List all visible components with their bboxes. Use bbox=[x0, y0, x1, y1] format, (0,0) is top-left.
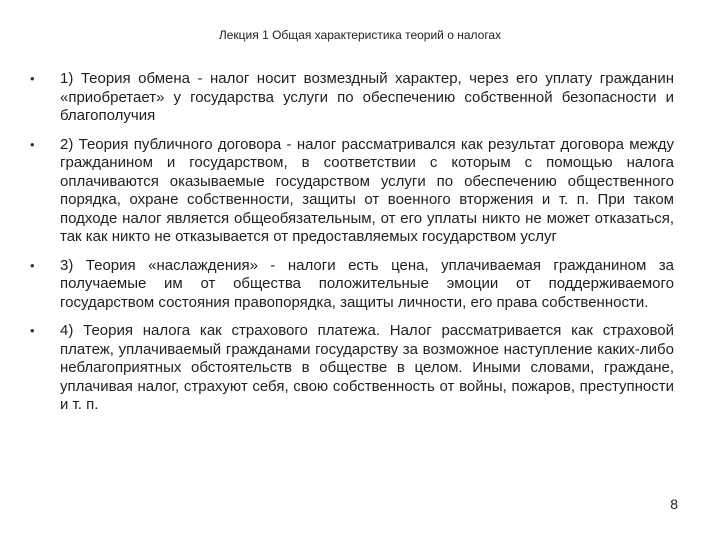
bullet-item-4 bbox=[30, 322, 674, 415]
bullet-text: 3) Теория «наслаждения» - налоги есть цена, уплачиваемая гражданином за получаемые им от общества положительные эмоции от поддерживаемого государством состояния правопорядка, защиты личности, его права собственности. bbox=[60, 256, 674, 311]
bullet-icon: • bbox=[30, 71, 35, 86]
bullet-icon: • bbox=[30, 323, 35, 338]
bullet-list bbox=[30, 70, 674, 425]
bullet-text: 1) Теория обмена - налог носит возмездный характер, через его уплату гражданин «приобретает» у государства услуги по обеспечению собственной безопасности и благополучия bbox=[60, 70, 674, 124]
bullet-icon: • bbox=[30, 257, 35, 273]
bullet-icon: • bbox=[30, 136, 35, 152]
bullet-item-2 bbox=[30, 136, 674, 247]
bullet-text: 4) Теория налога как страхового платежа. Налог рассматривается как страховой платеж, уплачиваемый гражданами государству за возможное наступление каких-либо неблагоприятных обстоятельств в обществе в целом. Иными словами, граждане, уплачивая налог, страхуют себя, свою собственность от войны, пожаров, преступности и т. п. bbox=[60, 322, 674, 413]
bullet-item-1 bbox=[30, 70, 674, 126]
page-number: 8 bbox=[670, 496, 678, 512]
bullet-text: 2) Теория публичного договора - налог рассматривался как результат договора между гражданином и государством, в соответствии с которым с помощью налога оплачиваются оказываемые государством услуги по обеспечению общественного порядка, охране собственности, защиты от военного вторжения и т. п. При таком подходе налог является общеобязательным, от его уплаты никто не может отказаться, так как никто не отказывается от предоставляемых государством услуг bbox=[60, 135, 674, 245]
bullet-item-3 bbox=[30, 257, 674, 313]
slide-title: Лекция 1 Общая характеристика теорий о налогах bbox=[218, 28, 502, 42]
